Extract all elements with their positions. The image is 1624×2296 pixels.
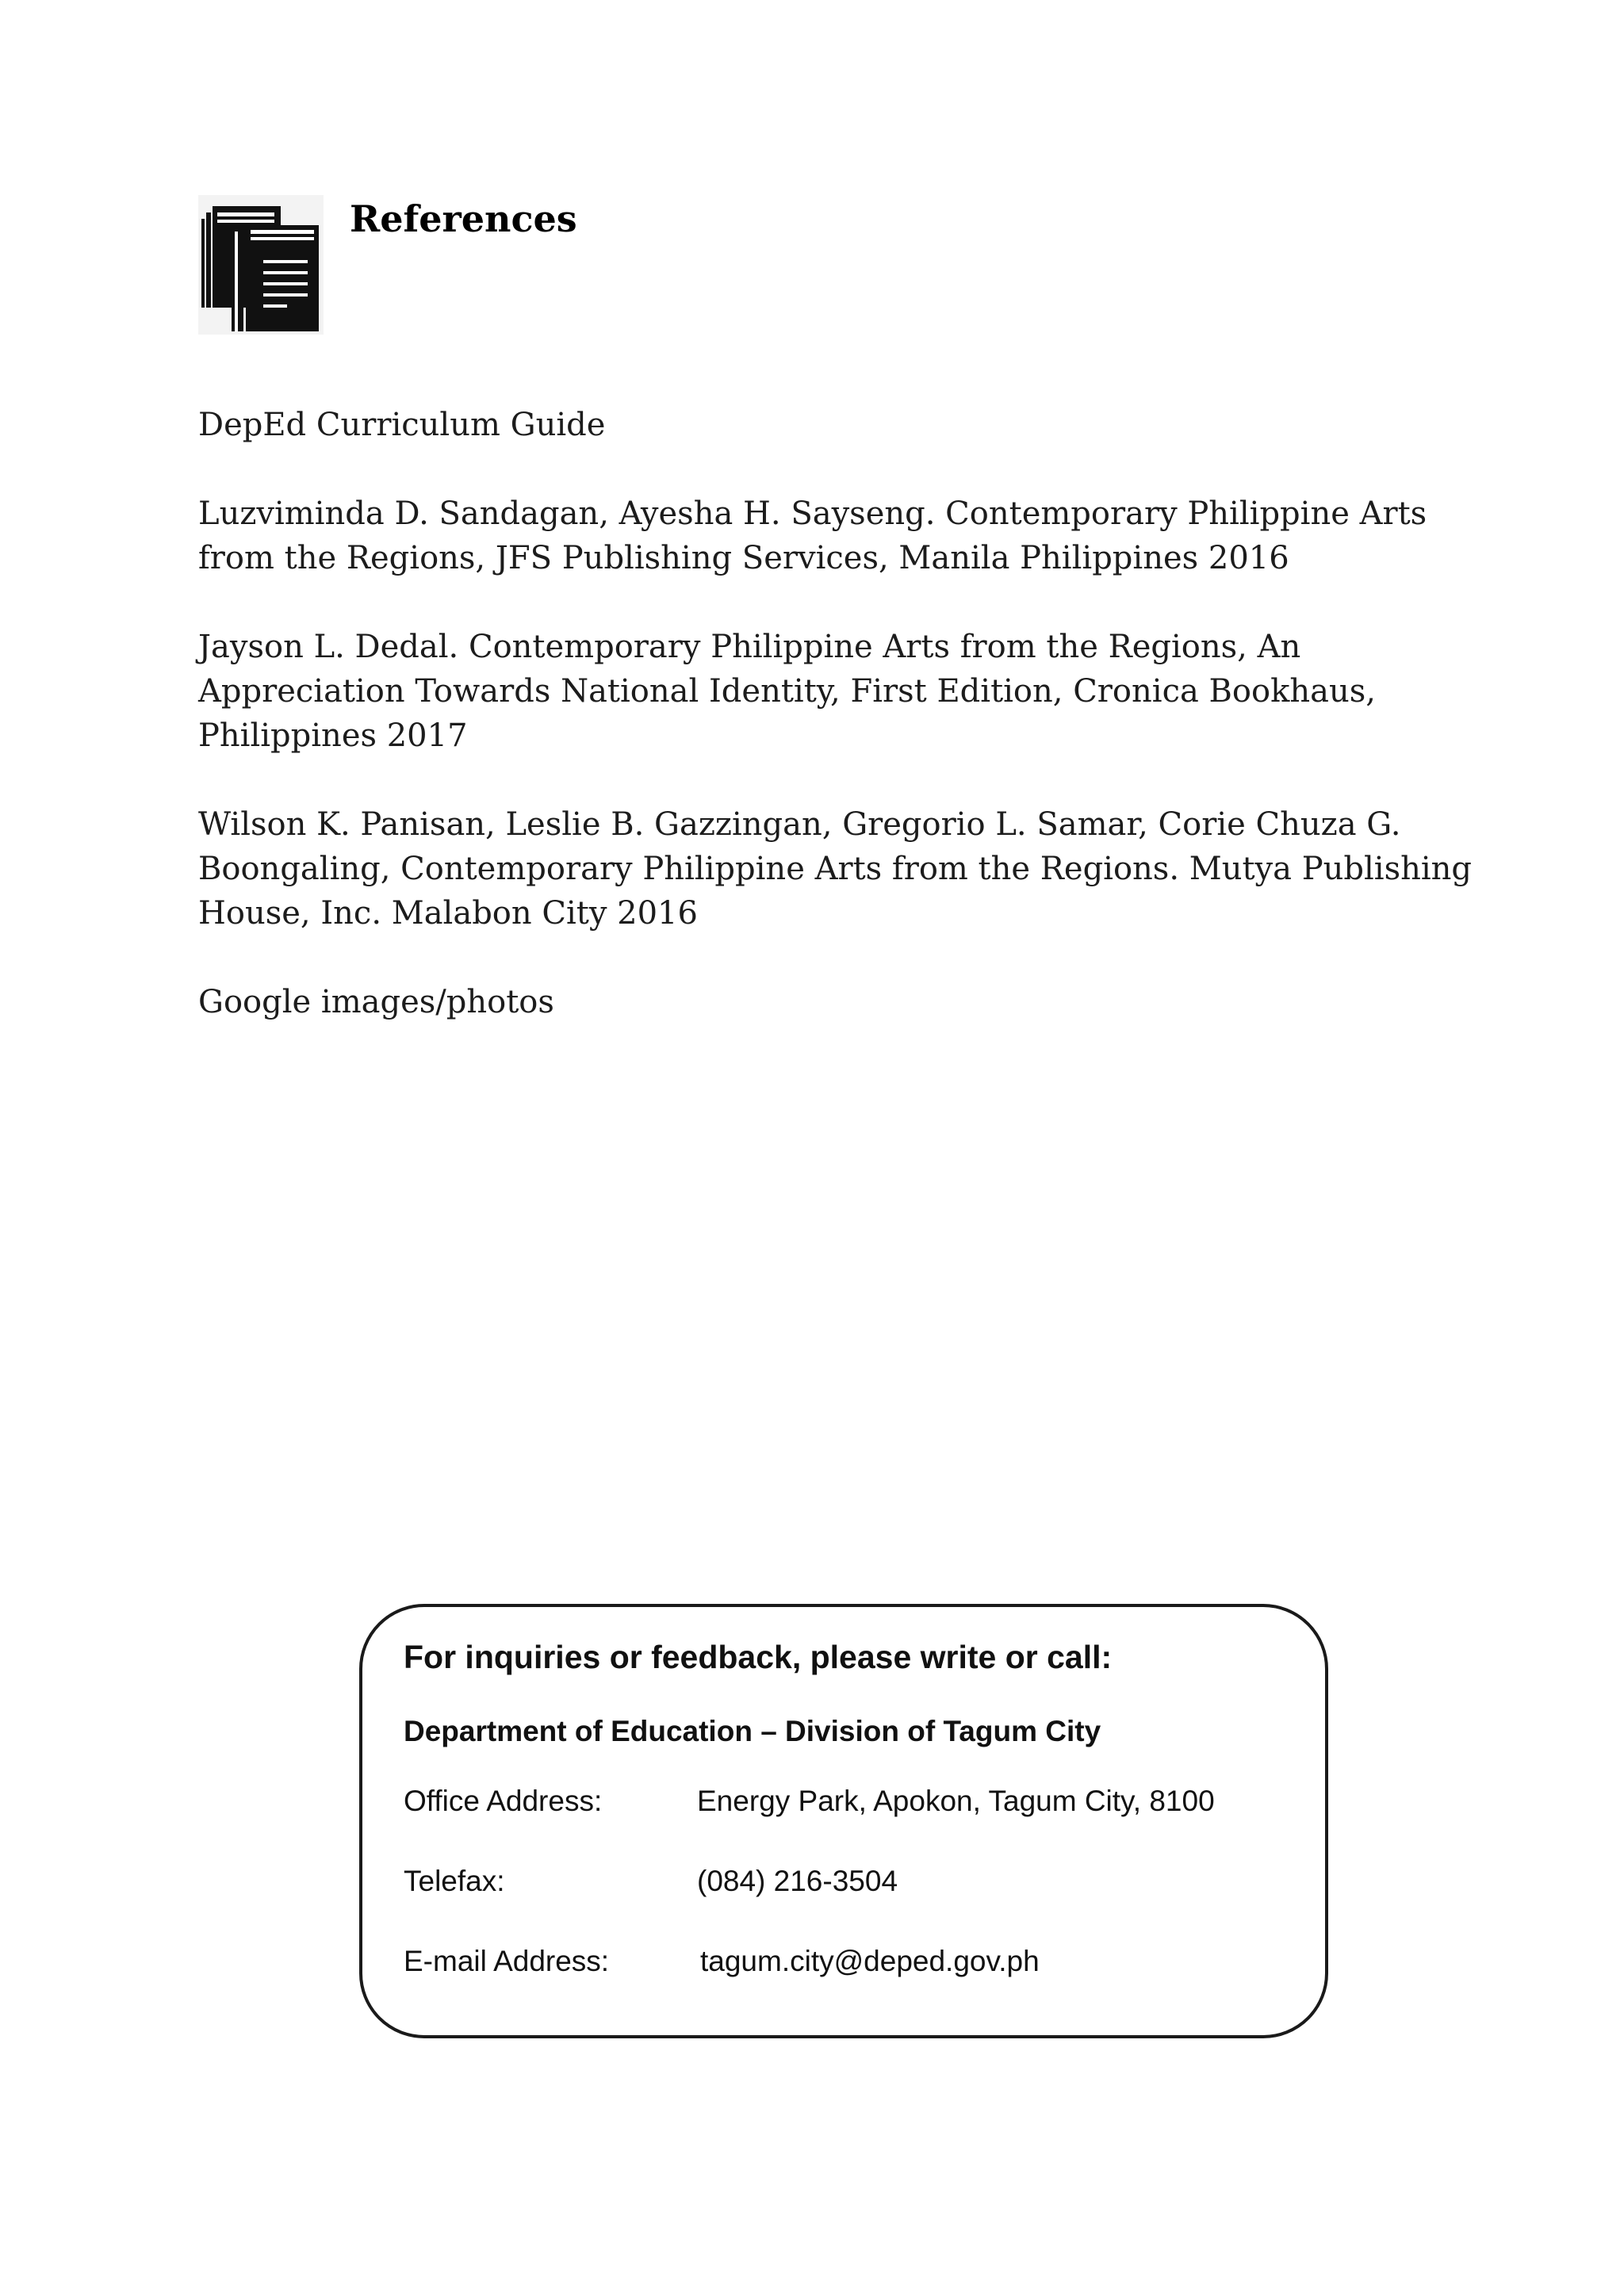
telefax-label: Telefax: [404,1865,505,1897]
reference-item: Google images/photos [198,984,554,1020]
reference-list [198,403,1483,1024]
contact-box [359,1604,1328,2038]
books-icon [198,195,324,335]
office-address-row [404,1783,1293,1820]
reference-item: DepEd Curriculum Guide [198,407,606,443]
references-heading: References [350,197,577,240]
telefax-row [404,1863,1293,1900]
email-label: E-mail Address: [404,1945,610,1977]
contact-organization: Department of Education – Division of Tagum City [404,1715,1101,1747]
office-address-value: Energy Park, Apokon, Tagum City, 8100 [697,1785,1215,1817]
telefax-value: (084) 216-3504 [697,1865,898,1897]
reference-item: Jayson L. Dedal. Contemporary Philippine Arts from the Regions, An Appreciation Towards National Identity, First Edition, Cronica Bookhaus, Philippines 2017 [198,629,1376,754]
office-address-label: Office Address: [404,1785,603,1817]
email-value: tagum.city@deped.gov.ph [700,1945,1040,1977]
email-row [404,1943,1293,1980]
contact-title: For inquiries or feedback, please write or call: [404,1639,1113,1675]
reference-item: Luzviminda D. Sandagan, Ayesha H. Sayseng. Contemporary Philippine Arts from the Regions, JFS Publishing Services, Manila Philippines 2016 [198,496,1427,576]
reference-item: Wilson K. Panisan, Leslie B. Gazzingan, Gregorio L. Samar, Corie Chuza G. Boongaling, Contemporary Philippine Arts from the Regions. Mutya Publishing House, Inc. Malabon City 2016 [198,806,1473,932]
